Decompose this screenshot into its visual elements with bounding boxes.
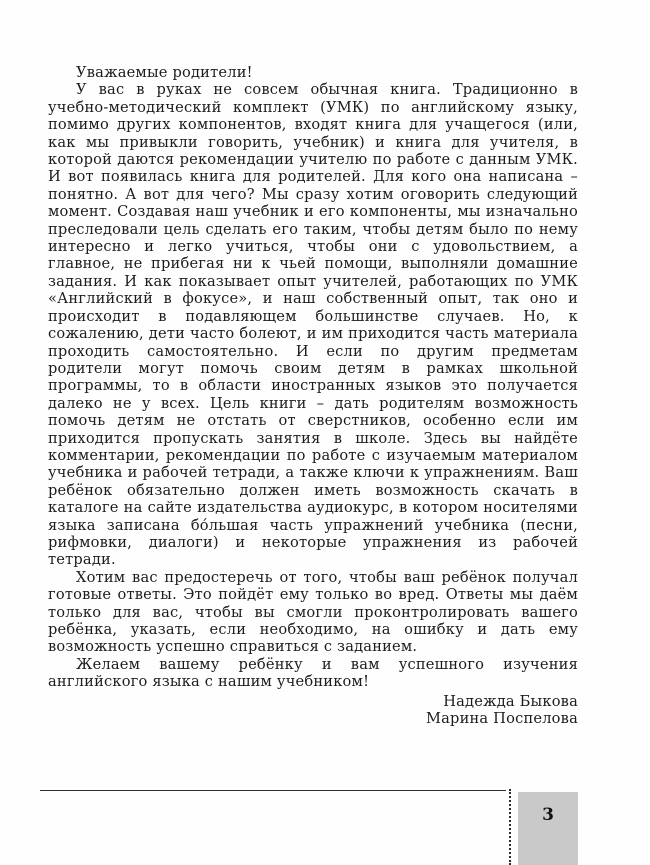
paragraph-wishes: Желаем вашему ребёнку и вам успешного изучения английского языка с нашим учебником! bbox=[48, 655, 578, 691]
signature-block bbox=[48, 693, 578, 728]
signature-author-2: Марина Поспелова bbox=[425, 710, 578, 728]
page-number-box bbox=[518, 792, 578, 865]
text-block bbox=[48, 64, 578, 727]
signature-author-1: Надежда Быкова bbox=[443, 692, 578, 710]
footer-horizontal-rule bbox=[40, 790, 506, 791]
page-number: 3 bbox=[542, 805, 554, 825]
paragraph-warning: Хотим вас предостеречь от того, чтобы ваш ребёнок получал готовые ответы. Это пойдёт ему только во вред. Ответы мы даём только для вас, чтобы вы смогли проконтролировать вашего ребёнка, указать, если необходимо, на ошибку и дать ему возможность успешно справиться с заданием. bbox=[48, 568, 578, 656]
paragraph-intro: У вас в руках не совсем обычная книга. Традиционно в учебно-методический комплект (УМК) по английскому языку, помимо других компонентов, входят книга для учащегося (или, как мы привыкли говорить, учебник) и книга для учителя, в которой даются рекомендации учителю по работе с данным УМК. И вот появилась книга для родителей. Для кого она написана – понятно. А вот для чего? Мы сразу хотим оговорить следующий момент. Создавая наш учебник и его компоненты, мы изначально преследовали цель сделать его таким, чтобы детям было по нему интересно и легко учиться, чтобы они с удовольствием, а главное, не прибегая ни к чьей помощи, выполняли домашние задания. И как показывает опыт учителей, работающих по УМК «Английский в фокусе», и наш собственный опыт, так оно и происходит в подавляющем большинстве случаев. Но, к сожалению, дети часто болеют, и им приходится часть материала проходить самостоятельно. И если по другим предметам родители могут помочь своим детям в рамках школьной программы, то в области иностранных языков это получается далеко не у всех. Цель книги – дать родителям возможность помочь детям не отстать от сверстников, особенно если им приходится пропускать занятия в школе. Здесь вы найдёте комментарии, рекомендации по работе с изучаемым материалом учебника и рабочей тетради, а также ключи к упражнениям. Ваш ребёнок обязательно должен иметь возможность скачать в каталоге на сайте издательства аудиокурс, в котором носителями языка записана бо́льшая часть упражнений учебника (песни, рифмовки, диалоги) и некоторые упражнения из рабочей тетради. bbox=[48, 81, 578, 569]
salutation: Уважаемые родители! bbox=[76, 64, 253, 81]
footer-dotted-divider bbox=[509, 789, 511, 865]
